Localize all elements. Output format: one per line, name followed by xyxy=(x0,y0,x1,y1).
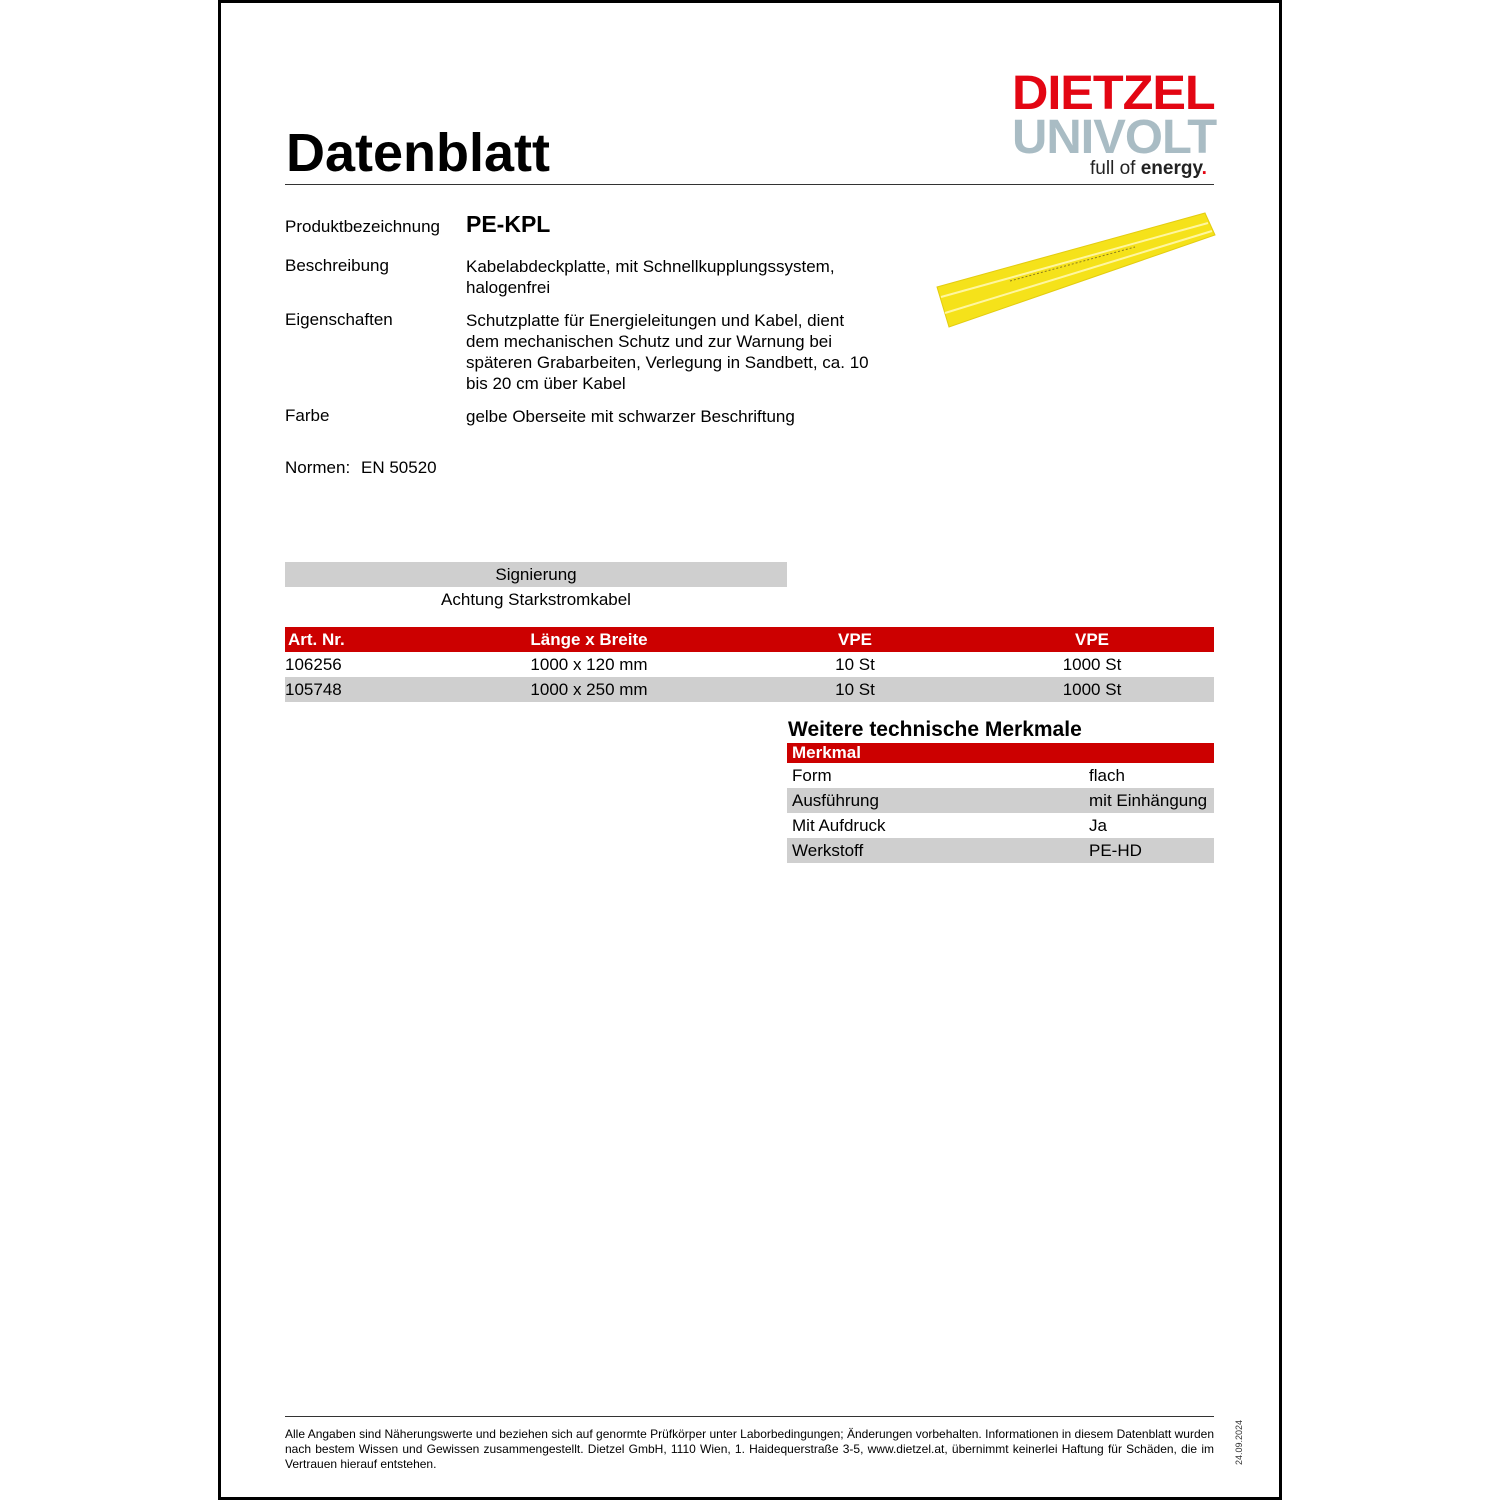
tagline-b: energy xyxy=(1140,158,1202,179)
beschreibung-label: Beschreibung xyxy=(285,256,389,275)
footer-disclaimer: Alle Angaben sind Näherungswerte und beziehen sich auf genormte Prüfkörper unter Laborbedingungen; Änderungen vorbehalten. Informationen in diesem Datenblatt wurden nach bestem Wissen und Gewissen zusammengestellt. Dietzel GmbH, 1110 Wien, 1. Haidequerstraße 3-5, www.dietzel.at, übernimmt keinerlei Haftung für Schäden, die im Vertrauen hierauf entstehen. xyxy=(285,1427,1214,1471)
feature-name: Form xyxy=(792,766,832,785)
eigenschaften-value: Schutzplatte für Energieleitungen und Kabel, dient dem mechanischen Schutz und zur Warnung bei späteren Grabarbeiten, Verlegung in Sandbett, ca. 10 bis 20 cm über Kabel xyxy=(466,311,869,393)
vpe-2: 1000 St xyxy=(1062,655,1122,674)
beschreibung-value: Kabelabdeckplatte, mit Schnellkupplungssystem, halogenfrei xyxy=(466,257,835,297)
feature-value: flach xyxy=(1089,766,1125,785)
art-nr: 105748 xyxy=(285,680,342,699)
dimensions: 1000 x 120 mm xyxy=(530,655,648,674)
eigenschaften-label: Eigenschaften xyxy=(285,310,393,329)
vpe-1: 10 St xyxy=(835,655,875,674)
normen-label: Normen: xyxy=(285,458,351,477)
logo-univolt: UNIVOLT xyxy=(1012,111,1217,164)
farbe-value: gelbe Oberseite mit schwarzer Beschriftung xyxy=(466,407,795,426)
feature-name: Werkstoff xyxy=(792,841,864,860)
art-nr: 106256 xyxy=(285,655,342,674)
feature-value: Ja xyxy=(1089,816,1107,835)
signierung-header: Signierung xyxy=(285,562,787,587)
feature-name: Ausführung xyxy=(792,791,879,810)
table-row xyxy=(285,652,1214,677)
feature-row xyxy=(787,838,1214,863)
col-art-nr: Art. Nr. xyxy=(288,630,345,649)
logo-tagline xyxy=(1090,158,1207,180)
col-vpe-2: VPE xyxy=(1074,630,1110,649)
produkt-label: Produktbezeichnung xyxy=(285,217,441,236)
articles-header xyxy=(285,627,1214,652)
feature-name: Mit Aufdruck xyxy=(792,816,886,835)
signierung-value: Achtung Starkstromkabel xyxy=(441,590,631,609)
features-title: Weitere technische Merkmale xyxy=(788,718,1082,741)
product-image xyxy=(935,205,1220,330)
tagline-dot: . xyxy=(1201,158,1207,179)
footer-divider xyxy=(285,1416,1214,1417)
tagline-a: full of xyxy=(1090,158,1141,179)
normen-value: EN 50520 xyxy=(361,458,437,477)
logo-dietzel: DIETZEL xyxy=(1012,67,1215,120)
vpe-2: 1000 St xyxy=(1062,680,1122,699)
feature-value: PE-HD xyxy=(1089,841,1142,860)
title-divider xyxy=(285,184,1214,185)
col-vpe-1: VPE xyxy=(837,630,873,649)
table-row xyxy=(285,677,1214,702)
feature-row xyxy=(787,763,1214,788)
feature-value: mit Einhängung xyxy=(1089,791,1208,810)
document-date: 24.09.2024 xyxy=(1234,1419,1244,1465)
dimensions: 1000 x 250 mm xyxy=(530,680,648,699)
feature-row xyxy=(787,813,1214,838)
farbe-label: Farbe xyxy=(285,406,330,425)
page-title: Datenblatt xyxy=(286,123,551,183)
vpe-1: 10 St xyxy=(835,680,875,699)
col-laenge-breite: Länge x Breite xyxy=(530,630,648,649)
produkt-value: PE-KPL xyxy=(466,211,551,237)
feature-row xyxy=(787,788,1214,813)
features-header: Merkmal xyxy=(787,743,1214,763)
